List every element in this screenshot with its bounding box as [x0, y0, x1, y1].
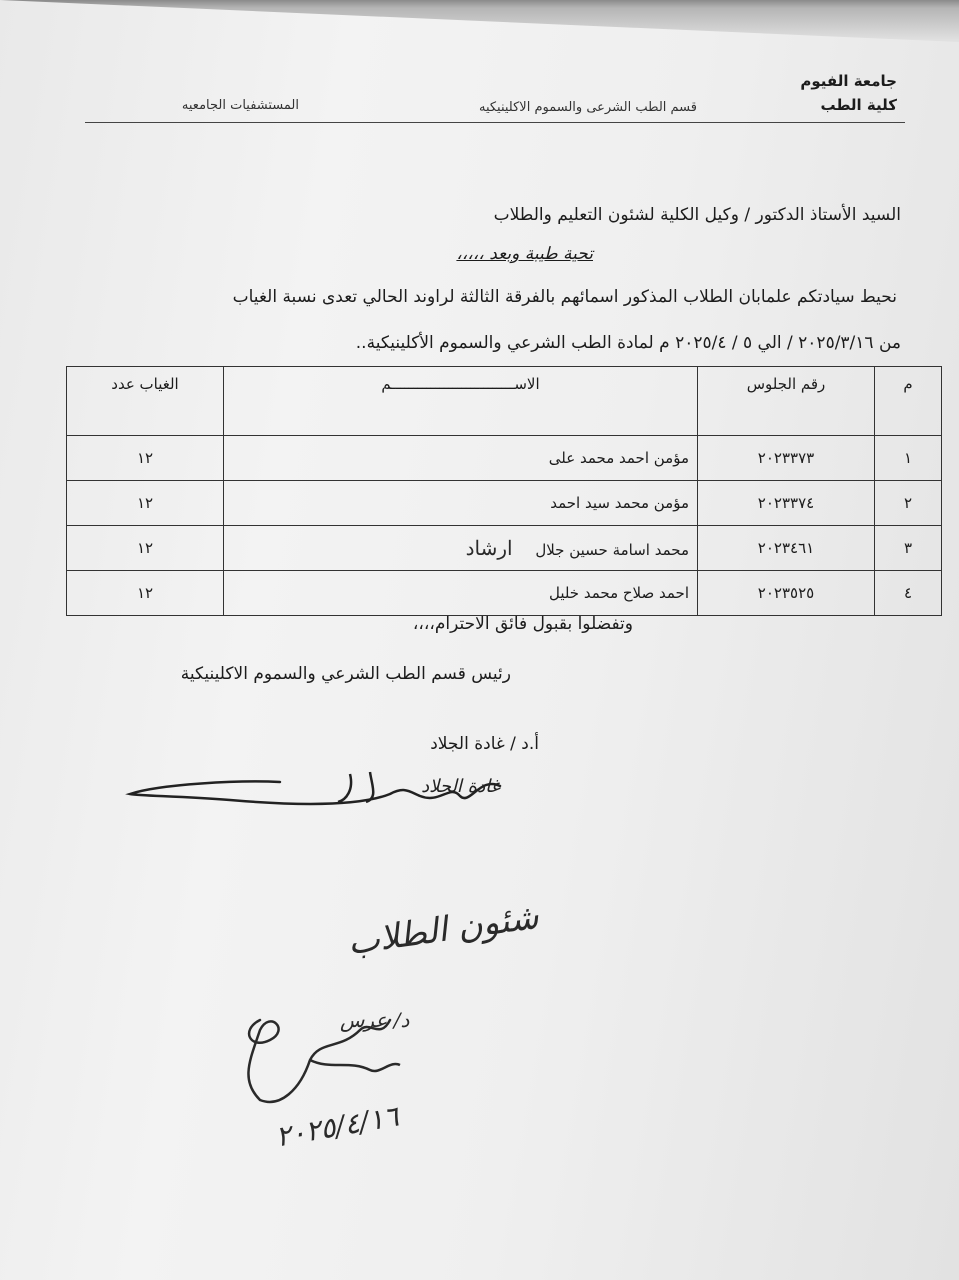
paper-fold-shadow	[0, 0, 959, 60]
header-absences: الغياب عدد	[67, 367, 224, 436]
annotation-initials: د/ عرس	[340, 1008, 410, 1032]
header-name: الاســــــــــــــــــــــــــــم	[224, 367, 698, 436]
row-seat-number: ٢٠٢٣٣٧٤	[698, 481, 875, 526]
row-seat-number: ٢٠٢٣٤٦١	[698, 526, 875, 571]
row-absences: ١٢	[67, 571, 224, 616]
department-name: قسم الطب الشرعى والسموم الاكلينيكيه	[478, 100, 697, 115]
letter-line-2: من ٢٠٢٥/٣/١٦ / الي ٥ / ٢٠٢٥/٤ م لمادة الطب الشرعي والسموم الأكلينيكية..	[355, 333, 901, 353]
row-seat-number: ٢٠٢٣٥٢٥	[698, 571, 875, 616]
table-row	[67, 481, 942, 526]
row-student-name-cell	[224, 526, 698, 571]
faculty-name: كلية الطب	[820, 96, 897, 114]
closing-line: وتفضلوا بقبول فائق الاحترام،،،،	[412, 614, 633, 634]
row-index: ٣	[875, 526, 942, 571]
table-row	[67, 436, 942, 481]
header-seat-number: رقم الجلوس	[698, 367, 875, 436]
annotation-initials-sketch	[230, 1000, 410, 1110]
annotation-date: ٢٠٢٥/٤/١٦	[272, 1099, 401, 1154]
students-table	[66, 366, 942, 616]
signature-handwritten-name: غادة الجلاد	[421, 776, 500, 797]
row-index: ٢	[875, 481, 942, 526]
row-student-name: احمد صلاح محمد خليل	[224, 571, 698, 616]
row-student-name: مؤمن احمد محمد على	[224, 436, 698, 481]
signatory-name: أ.د / غادة الجلاد	[430, 734, 539, 754]
row-student-name: مؤمن محمد سيد احمد	[224, 481, 698, 526]
table-row	[67, 526, 942, 571]
greeting: تحية طيبة وبعد ،،،،،	[456, 244, 593, 264]
letter-line-1: نحيط سيادتكم علمابان الطلاب المذكور اسمائهم بالفرقة الثالثة لراوند الحالي تعدى نسبة الغياب	[232, 287, 897, 307]
university-name: جامعة الفيوم	[800, 72, 897, 90]
row-absences: ١٢	[67, 526, 224, 571]
table-row	[67, 571, 942, 616]
addressee: السيد الأستاذ الدكتور / وكيل الكلية لشئون التعليم والطلاب	[493, 205, 901, 225]
header-divider	[85, 122, 905, 123]
handwritten-annotation: شئون الطلاب	[345, 896, 541, 964]
handwritten-note: ارشاد	[465, 536, 513, 560]
row-student-name: محمد اسامة حسين جلال	[535, 541, 689, 559]
row-seat-number: ٢٠٢٣٣٧٣	[698, 436, 875, 481]
signatory-title: رئيس قسم الطب الشرعي والسموم الاكلينيكية	[180, 664, 511, 684]
hospitals-name: المستشفيات الجامعيه	[181, 98, 299, 113]
row-absences: ١٢	[67, 436, 224, 481]
signature-image	[120, 766, 520, 826]
table-header-row	[67, 367, 942, 436]
row-absences: ١٢	[67, 481, 224, 526]
row-index: ٤	[875, 571, 942, 616]
header-index: م	[875, 367, 942, 436]
row-index: ١	[875, 436, 942, 481]
